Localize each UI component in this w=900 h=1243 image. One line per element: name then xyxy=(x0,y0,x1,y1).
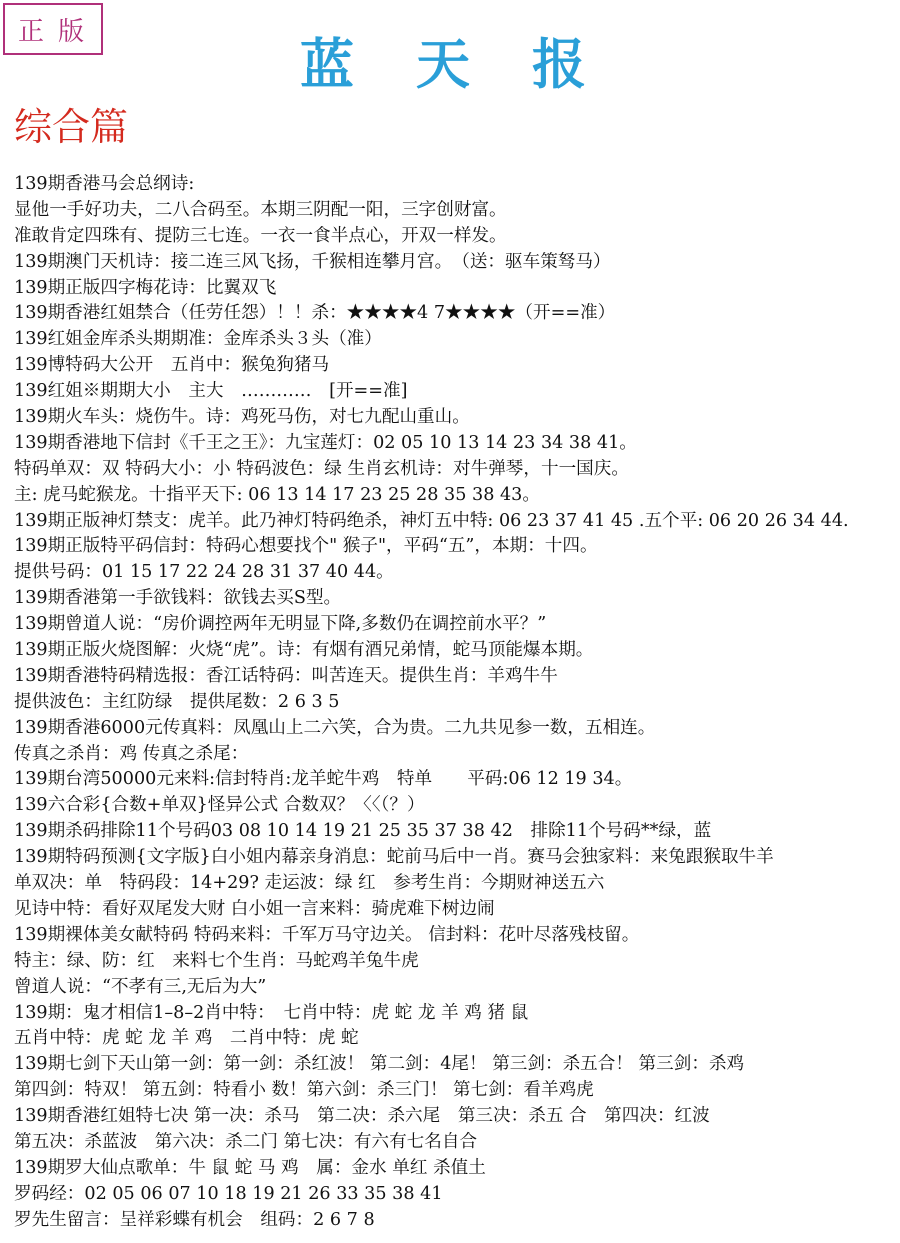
text-line: 139六合彩{合数+单双}怪异公式 合数双？〈〈（？） xyxy=(14,795,425,816)
text-line: 139红姐金库杀头期期准：金库杀头３头（准） xyxy=(14,329,382,350)
text-line: 曾道人说：“不孝有三,无后为大” xyxy=(14,976,267,997)
text-line: 五肖中特：虎 蛇 龙 羊 鸡 二肖中特：虎 蛇 xyxy=(14,1028,359,1049)
text-line: 139期正版神灯禁支：虎羊。此乃神灯特码绝杀，神灯五中特: 06 23 37 41 45 .五个平: 06 20 26 34 44. xyxy=(14,510,849,531)
section-heading: 综合篇 xyxy=(14,105,129,149)
text-line: 139期火车头：烧伤牛。诗：鸡死马伤，对七九配山重山。 xyxy=(14,407,470,428)
text-line: 139期正版四字梅花诗：比翼双飞 xyxy=(14,277,277,298)
text-line: 139博特码大公开 五肖中：猴兔狗猪马 xyxy=(14,355,330,376)
text-line: 单双决：单 特码段：14+29? 走运波：绿 红 参考生肖：今期财神送五六 xyxy=(14,873,605,894)
text-lines xyxy=(14,172,898,1234)
text-line: 139期裸体美女献特码 特码来料：千军万马守边关。 信封料：花叶尽落残枝留。 xyxy=(14,924,640,945)
text-line: 139期香港马会总纲诗: xyxy=(14,174,195,194)
text-line: 139期曾道人说：“房价调控两年无明显下降,多数仍在调控前水平？” xyxy=(14,614,547,635)
newspaper-title: 蓝天报 xyxy=(300,32,648,96)
text-line: 139期正版特平码信封：特码心想要找个" 猴子"，平码“五”，本期：十四。 xyxy=(14,536,598,557)
text-line: 准敢肯定四珠有、提防三七连。一衣一食半点心，开双一样发。 xyxy=(14,225,507,246)
text-line: 特码单双：双 特码大小：小 特码波色：绿 生肖玄机诗：对牛弹琴，十一国庆。 xyxy=(14,458,629,479)
text-line: 139期杀码排除11个号码03 08 10 14 19 21 25 35 37 38 42 排除11个号码**绿，蓝 xyxy=(14,821,712,842)
text-line: 主: 虎马蛇猴龙。十指平天下: 06 13 14 17 23 25 28 35 38 43。 xyxy=(14,484,540,505)
text-line: 罗先生留言：呈祥彩蝶有机会 组码：2 6 7 8 xyxy=(14,1209,375,1230)
text-line: 139期：鬼才相信1–8–2肖中特： 七肖中特：虎 蛇 龙 羊 鸡 猪 鼠 xyxy=(14,1002,529,1023)
text-line: 139期香港红姐特七决 第一决：杀马 第二决：杀六尾 第三决：杀五 合 第四决：红波 xyxy=(14,1106,710,1127)
text-line: 第五决：杀蓝波 第六决：杀二门 第七决：有六有七名自合 xyxy=(14,1131,478,1152)
text-line: 特主：绿、防：红 来料七个生肖：马蛇鸡羊兔牛虎 xyxy=(14,950,419,971)
text-line: 提供波色：主红防绿 提供尾数：2 6 3 5 xyxy=(14,691,340,712)
text-line: 第四剑：特双！ 第五剑：特看小 数！第六剑：杀三门！ 第七剑：看羊鸡虎 xyxy=(14,1080,594,1101)
text-line: 罗码经：02 05 06 07 10 18 19 21 26 33 35 38 41 xyxy=(14,1183,443,1204)
text-line: 提供号码：01 15 17 22 24 28 31 37 40 44。 xyxy=(14,562,394,583)
text-line: 139期澳门天机诗：接二连三风飞扬，千猴相连攀月宫。 （送：驱车策驽马） xyxy=(14,251,611,272)
text-line: 139期香港第一手欲钱料：欲钱去买S型。 xyxy=(14,588,342,609)
edition-badge: 正版 xyxy=(3,3,103,55)
text-line: 139期台湾50000元来料:信封特肖:龙羊蛇牛鸡 特单 平码:06 12 19 34。 xyxy=(14,769,633,790)
text-line: 139期特码预测{文字版}白小姐内幕亲身消息：蛇前马后中一肖。赛马会独家料：来兔跟猴取牛羊 xyxy=(14,847,774,868)
text-line: 139期七剑下天山第一剑：第一剑：杀红波！ 第二剑：4尾！ 第三剑：杀五合！ 第三剑：杀鸡 xyxy=(14,1054,745,1075)
text-line: 139期香港红姐禁合（任劳任怨）！！杀：★★★★4 7★★★★（开==准） xyxy=(14,303,616,324)
text-line: 传真之杀肖：鸡 传真之杀尾： xyxy=(14,743,249,764)
text-line: 139红姐※期期大小 主大 ………… [开==准] xyxy=(14,381,408,402)
text-line: 139期香港特码精选报：香江话特码：叫苦连天。提供生肖：羊鸡牛牛 xyxy=(14,665,558,686)
text-line: 139期香港地下信封《千王之王》：九宝莲灯：02 05 10 13 14 23 34 38 41。 xyxy=(14,432,637,453)
text-line: 见诗中特：看好双尾发大财 白小姐一言来料：骑虎难下树边闹 xyxy=(14,898,495,919)
text-line: 显他一手好功夫，二八合码至。本期三阴配一阳，三字创财富。 xyxy=(14,199,507,220)
text-line: 139期正版火烧图解：火烧“虎”。诗：有烟有酒兄弟情，蛇马顶能爆本期。 xyxy=(14,640,594,661)
text-line: 139期罗大仙点歌单：牛 鼠 蛇 马 鸡 属：金水 单红 杀值土 xyxy=(14,1157,486,1178)
text-line: 139期香港6000元传真料：凤凰山上二六笑，合为贵。二九共见参一数，五相连。 xyxy=(14,717,656,738)
